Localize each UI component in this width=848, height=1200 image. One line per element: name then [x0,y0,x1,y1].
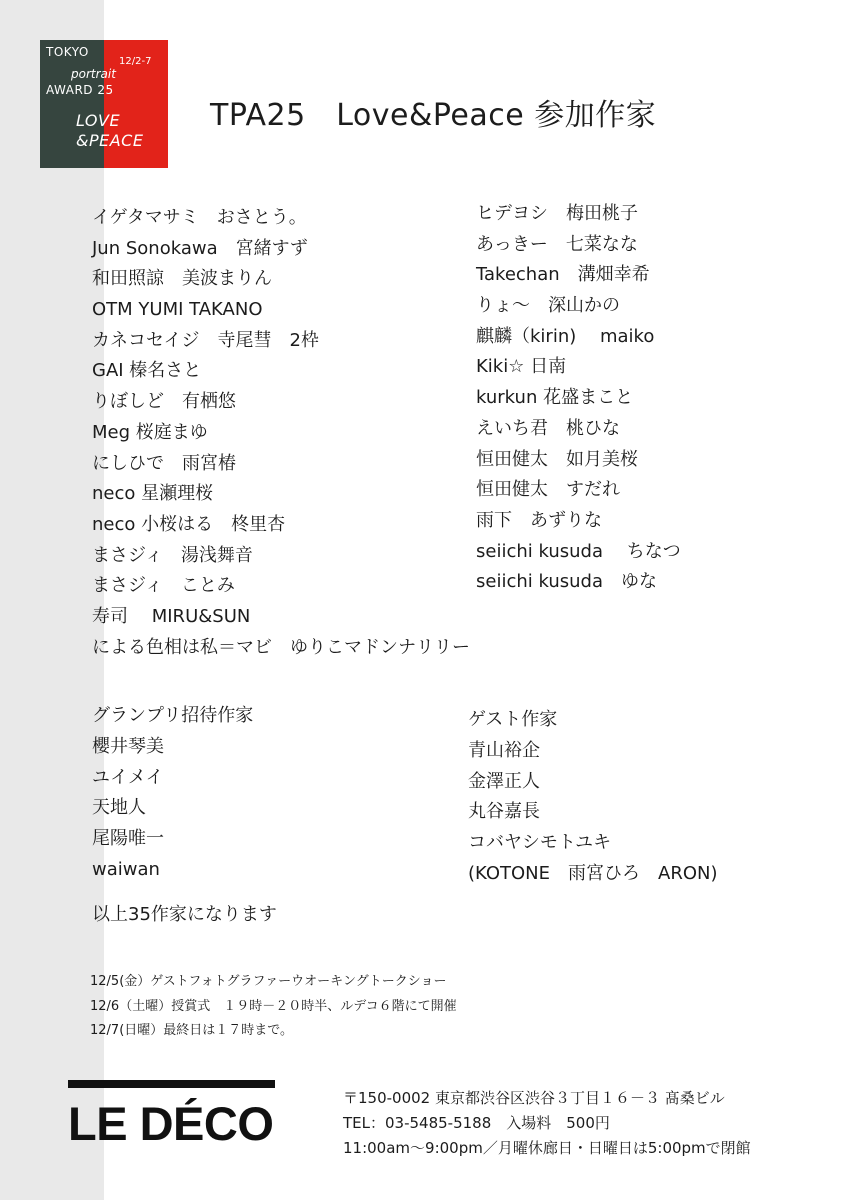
venue-address: 〒150-0002 東京都渋谷区渋谷３丁目１６－３ 髙桑ビル [343,1089,725,1107]
logo-text-portrait: portrait [71,67,116,81]
total-count: 以上35作家になります [92,904,277,925]
list-item: ユイメイ [92,766,164,788]
list-item: えいち君 桃ひな [476,417,620,439]
venue-tel: TEL：03‐5485‐5188 入場料 500円 [343,1114,610,1132]
list-item: 天地人 [92,797,146,819]
list-item: 金澤正人 [468,770,540,792]
guest-heading: ゲスト作家 [468,709,558,730]
list-item: まさジィ ことみ [92,575,235,597]
venue-info [343,1086,751,1161]
list-item: りょ〜 深山かの [476,295,620,317]
list-item: (KOTONE 雨宮ひろ ARON) [468,862,718,884]
list-item: カネコセイジ 寺尾彗 2枠 [92,329,319,351]
list-item: 和田照諒 美波まりん [92,268,272,290]
list-item: seiichi kusuda ゆな [476,571,658,593]
list-item: りぼしど 有栖悠 [92,391,236,413]
logo-text-peace: &PEACE [76,131,144,150]
artist-list-right [476,199,681,598]
list-item: seiichi kusuda ちなつ [476,540,681,562]
list-item: 尾陽唯一 [92,828,164,850]
list-item: Jun Sonokawa 宮緒すず [92,237,308,259]
logo-text-award: AWARD 25 [46,83,114,97]
list-item: 青山裕企 [468,739,540,761]
event-schedule [90,970,457,1044]
logo-date: 12/2-7 [119,56,152,67]
venue-hours: 11:00am〜9:00pm／月曜休廊日・日曜日は5:00pmで閉館 [343,1139,751,1157]
artist-list-left [92,203,470,663]
logo-text-tokyo: TOKYO [46,45,89,59]
side-band [0,0,104,1200]
list-item: 恒田健太 如月美桜 [476,448,638,470]
list-item: ヒデヨシ 梅田桃子 [476,203,638,224]
list-item: イゲタマサミ おさとう。 [92,207,307,228]
guest-section [468,705,718,890]
event-item: 12/7(日曜）最終日は１７時まで。 [90,1023,294,1038]
logo-text-love: LOVE [76,111,121,130]
list-item: Meg 桜庭まゆ [92,421,208,443]
list-item: あっきー 七菜なな [476,233,638,255]
list-item: 恒田健太 すだれ [476,479,620,501]
list-item: 寿司 MIRU&SUN [92,605,251,627]
list-item: GAI 榛名さと [92,360,202,382]
list-item: neco 小桜はる 柊里杏 [92,513,286,535]
venue-logo-bar [68,1080,275,1088]
page-title: TPA25 Love&Peace 参加作家 [210,98,657,133]
list-item: による色相は私＝マビ ゆりこマドンナリリー [92,636,470,658]
grandprix-heading: グランプリ招待作家 [92,705,254,726]
list-item: Kiki☆ 日南 [476,356,567,378]
list-item: OTM YUMI TAKANO [92,299,263,321]
grandprix-section [92,701,253,886]
event-item: 12/5(金）ゲストフォトグラファーウオーキングトークショー [90,974,447,989]
list-item: waiwan [92,858,160,880]
list-item: にしひで 雨宮椿 [92,452,236,474]
list-item: kurkun 花盛まこと [476,387,634,409]
list-item: neco 星瀬理桜 [92,483,214,505]
list-item: 丸谷嘉長 [468,801,540,823]
event-item: 12/6（土曜）授賞式 １９時－２０時半、ルデコ６階にて開催 [90,998,457,1014]
tpa-logo [40,40,168,168]
venue-logo: LE DÉCO [68,1097,274,1150]
list-item: 麒麟（kirin) maiko [476,325,655,347]
list-item: 雨下 あずりな [476,509,602,531]
list-item: 櫻井琴美 [92,735,164,757]
list-item: Takechan 溝畑幸希 [476,264,650,286]
list-item: まさジィ 湯浅舞音 [92,544,253,566]
list-item: コバヤシモトユキ [468,832,612,854]
